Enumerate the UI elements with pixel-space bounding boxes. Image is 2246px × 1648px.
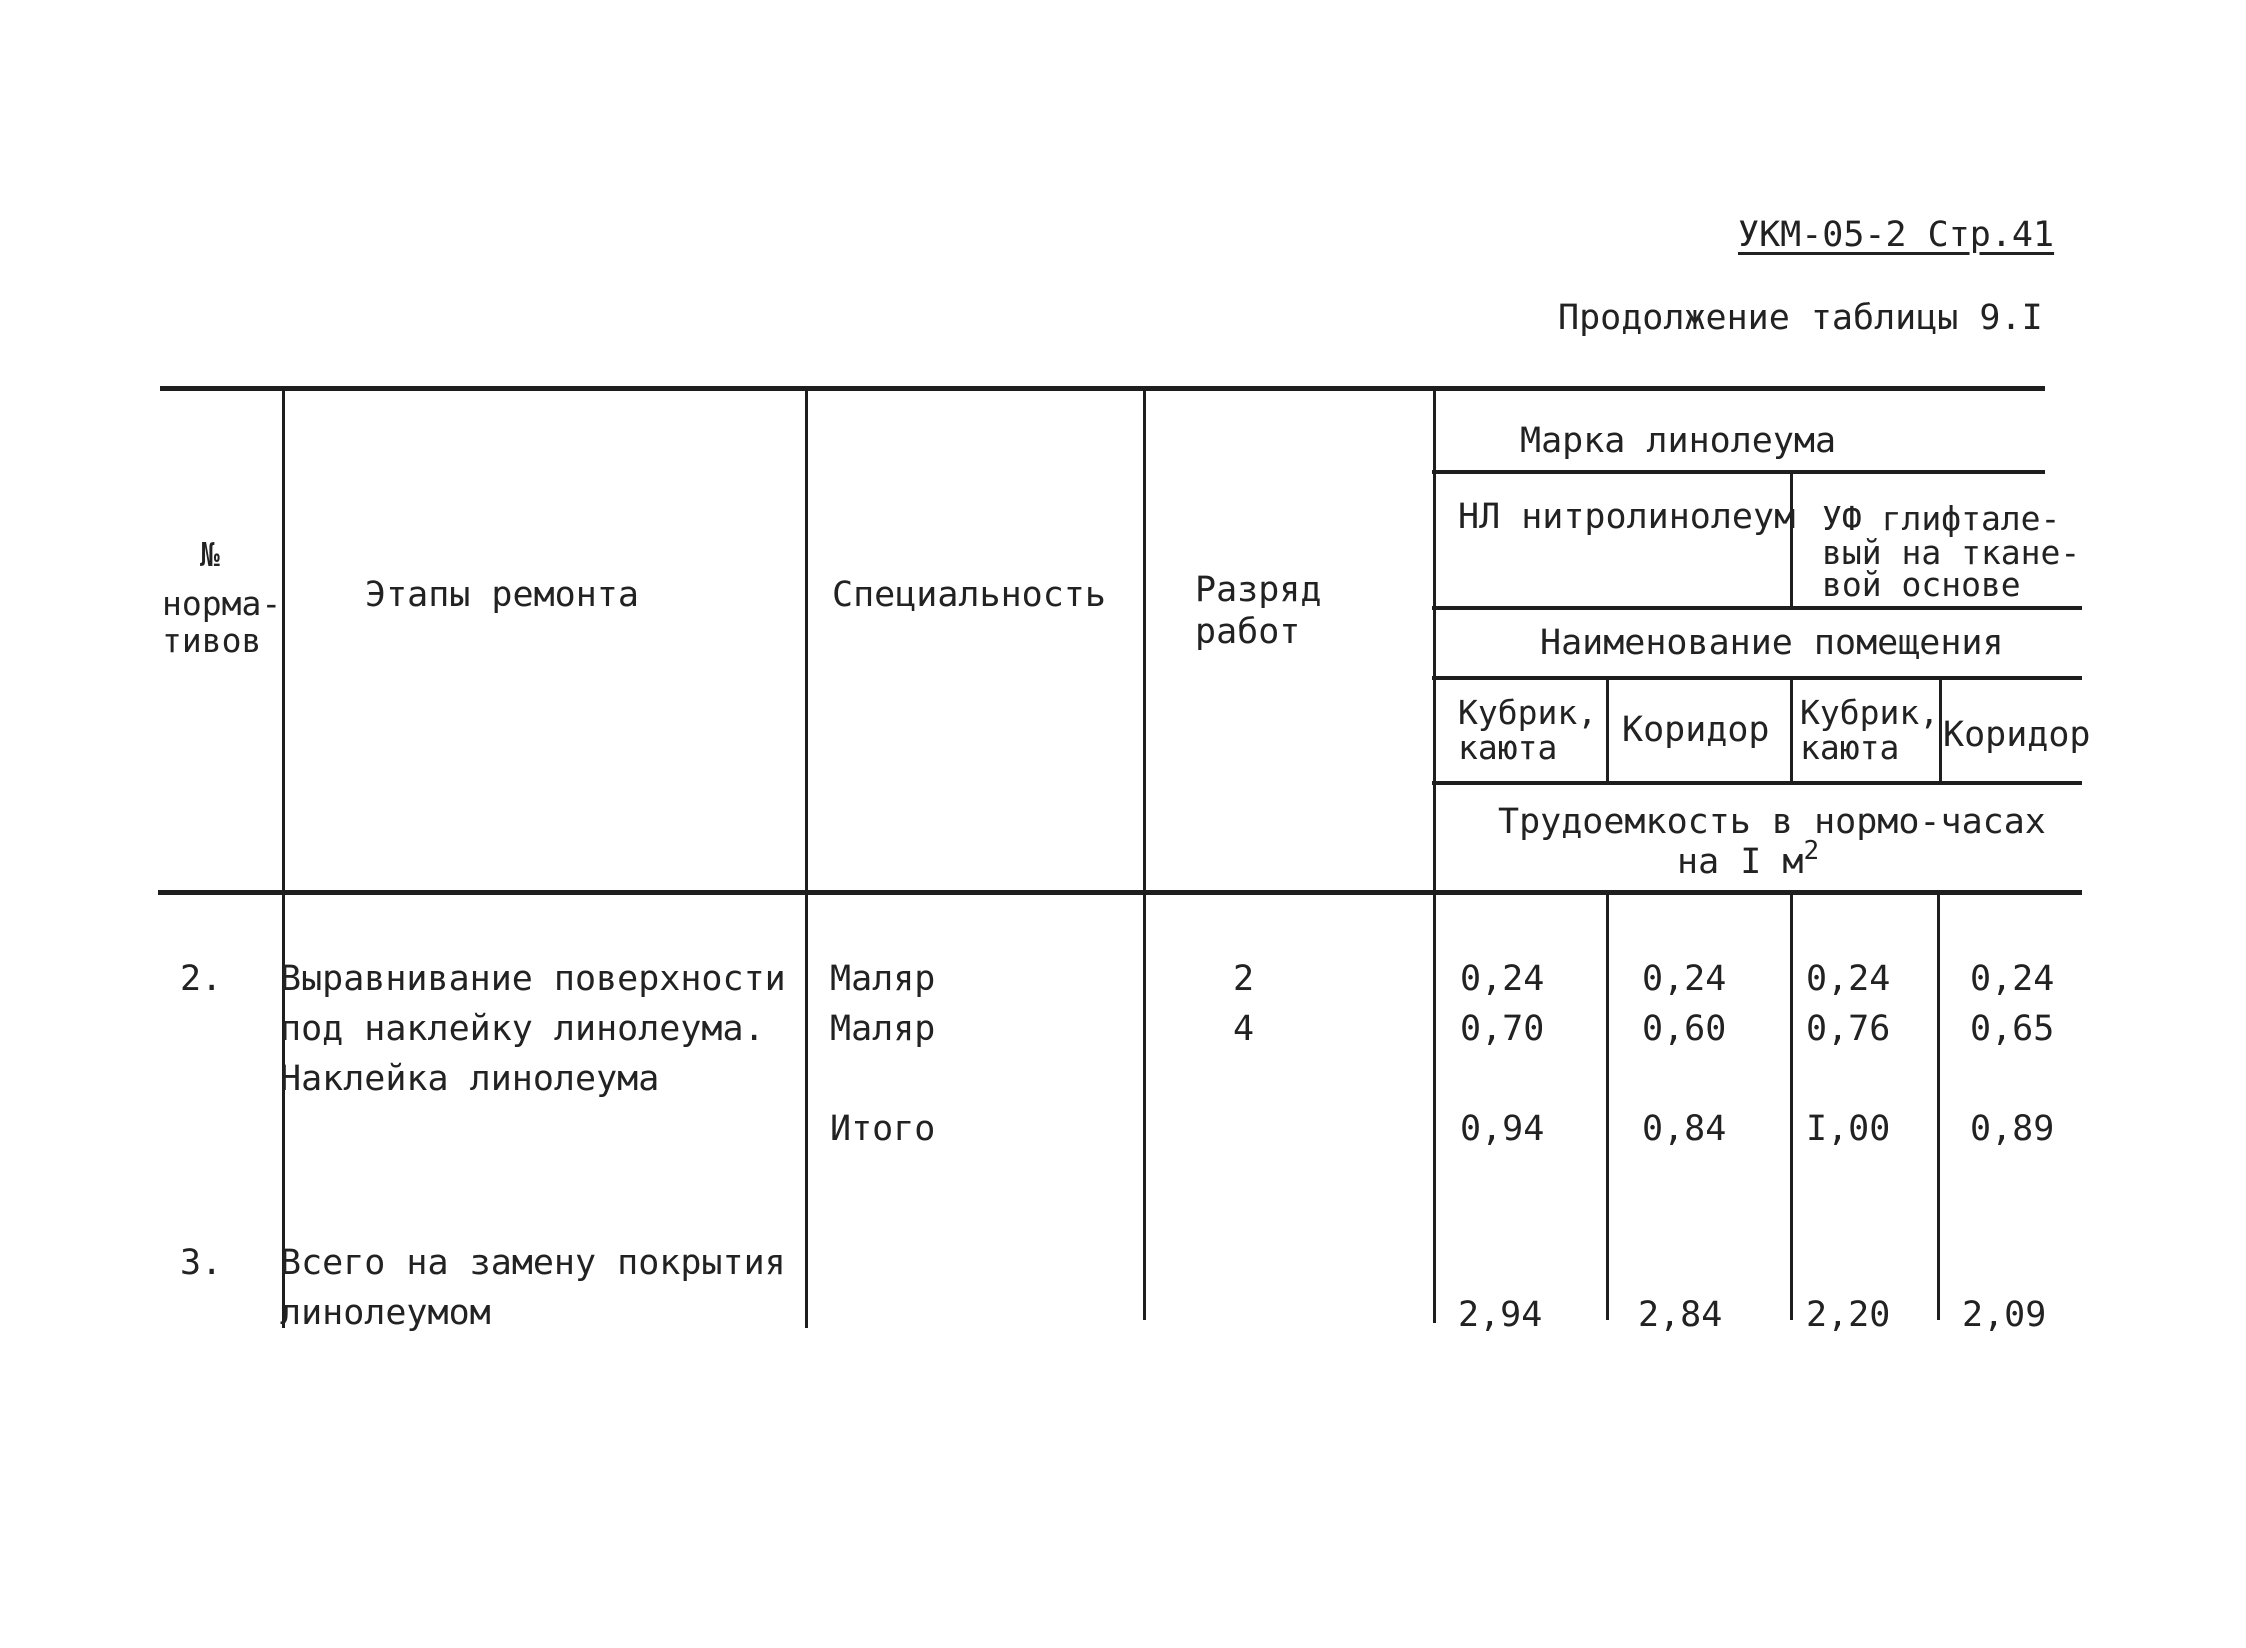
row-2-number: 2.: [180, 959, 223, 999]
row-2-value-1-1: 0,24: [1460, 959, 1545, 999]
header-number-symbol: №: [200, 535, 220, 574]
header-specialty: Специальность: [832, 575, 1106, 615]
row-2-value-1-3: 0,24: [1806, 959, 1891, 999]
header-grade-line2: работ: [1195, 612, 1301, 652]
header-uf-line2: вый на ткане-: [1822, 533, 2081, 572]
row-2-total-label: Итого: [830, 1109, 936, 1149]
header-labor-line1: Трудоемкость в нормо-часах: [1498, 802, 2046, 842]
room-name-divider-top: [1432, 606, 2082, 610]
header-room1-line1: Кубрик,: [1458, 693, 1598, 732]
row-2-value-1-4: 0,24: [1970, 959, 2055, 999]
header-number-line2: норма-: [162, 584, 282, 623]
brand-divider: [1432, 470, 2045, 474]
header-labor-unit-exponent: 2: [1803, 836, 1820, 866]
row-3-value-1: 2,94: [1458, 1295, 1543, 1335]
header-number-line3: тивов: [162, 621, 262, 660]
header-room1-line2: каюта: [1458, 728, 1558, 767]
header-room2: Коридор: [1622, 710, 1770, 750]
header-linoleum-brand: Марка линолеума: [1520, 421, 1837, 461]
col-divider-values-2: [1790, 892, 1793, 1320]
row-2-value-2-2: 0,60: [1642, 1009, 1727, 1049]
col-divider-values-1: [1606, 892, 1609, 1320]
header-grade-line1: Разряд: [1195, 570, 1322, 610]
col-divider-2: [805, 388, 808, 1328]
row-2-value-2-1: 0,70: [1460, 1009, 1545, 1049]
row-3-stage-line2: линолеумом: [280, 1293, 491, 1333]
col-divider-4: [1433, 388, 1436, 1323]
row-2-total-2: 0,84: [1642, 1109, 1727, 1149]
row-3-value-4: 2,09: [1962, 1295, 2047, 1335]
row-2-value-2-3: 0,76: [1806, 1009, 1891, 1049]
room-name-divider-bottom: [1432, 676, 2082, 680]
table-top-border: [160, 386, 2045, 391]
row-3-number: 3.: [180, 1243, 223, 1283]
header-uf-line3: вой основе: [1822, 565, 2021, 604]
header-nl: НЛ нитролинолеум: [1458, 497, 1796, 537]
header-bottom-border: [158, 890, 2082, 895]
col-divider-rooms-2: [1790, 678, 1793, 781]
col-divider-3: [1143, 388, 1146, 1320]
row-3-value-2: 2,84: [1638, 1295, 1723, 1335]
row-2-grade-2: 4: [1233, 1009, 1255, 1049]
header-labor-unit: на I м: [1677, 842, 1804, 882]
row-2-stage-line1: Выравнивание поверхности: [280, 959, 786, 999]
row-2-total-3: I,00: [1806, 1109, 1891, 1149]
header-room3-line2: каюта: [1800, 728, 1900, 767]
col-divider-nl-uf: [1790, 472, 1793, 606]
row-2-value-1-2: 0,24: [1642, 959, 1727, 999]
row-2-grade-1: 2: [1233, 959, 1255, 999]
row-2-stage-line2: под наклейку линолеума.: [280, 1009, 765, 1049]
document-code: УКМ-05-2 Стр.41: [1738, 215, 2055, 255]
row-2-specialty-1: Маляр: [830, 959, 936, 999]
col-divider-1: [282, 388, 285, 1328]
col-divider-rooms-1: [1606, 678, 1609, 781]
header-uf-line1: УФ глифтале-: [1822, 499, 2061, 538]
rooms-divider-bottom: [1432, 781, 2082, 785]
table-continuation-caption: Продолжение таблицы 9.I: [1558, 298, 2043, 338]
col-divider-values-3: [1937, 892, 1940, 1320]
row-2-total-1: 0,94: [1460, 1109, 1545, 1149]
row-2-stage-line3: Наклейка линолеума: [280, 1059, 660, 1099]
header-stages: Этапы ремонта: [365, 575, 639, 615]
row-3-value-3: 2,20: [1806, 1295, 1891, 1335]
row-2-value-2-4: 0,65: [1970, 1009, 2055, 1049]
header-room-name: Наименование помещения: [1540, 623, 2004, 663]
header-labor-line2: [1677, 836, 1820, 882]
row-2-specialty-2: Маляр: [830, 1009, 936, 1049]
header-room4: Коридор: [1943, 715, 2091, 755]
row-3-stage-line1: Всего на замену покрытия: [280, 1243, 786, 1283]
header-room3-line1: Кубрик,: [1800, 693, 1940, 732]
col-divider-rooms-3: [1939, 678, 1942, 781]
row-2-total-4: 0,89: [1970, 1109, 2055, 1149]
